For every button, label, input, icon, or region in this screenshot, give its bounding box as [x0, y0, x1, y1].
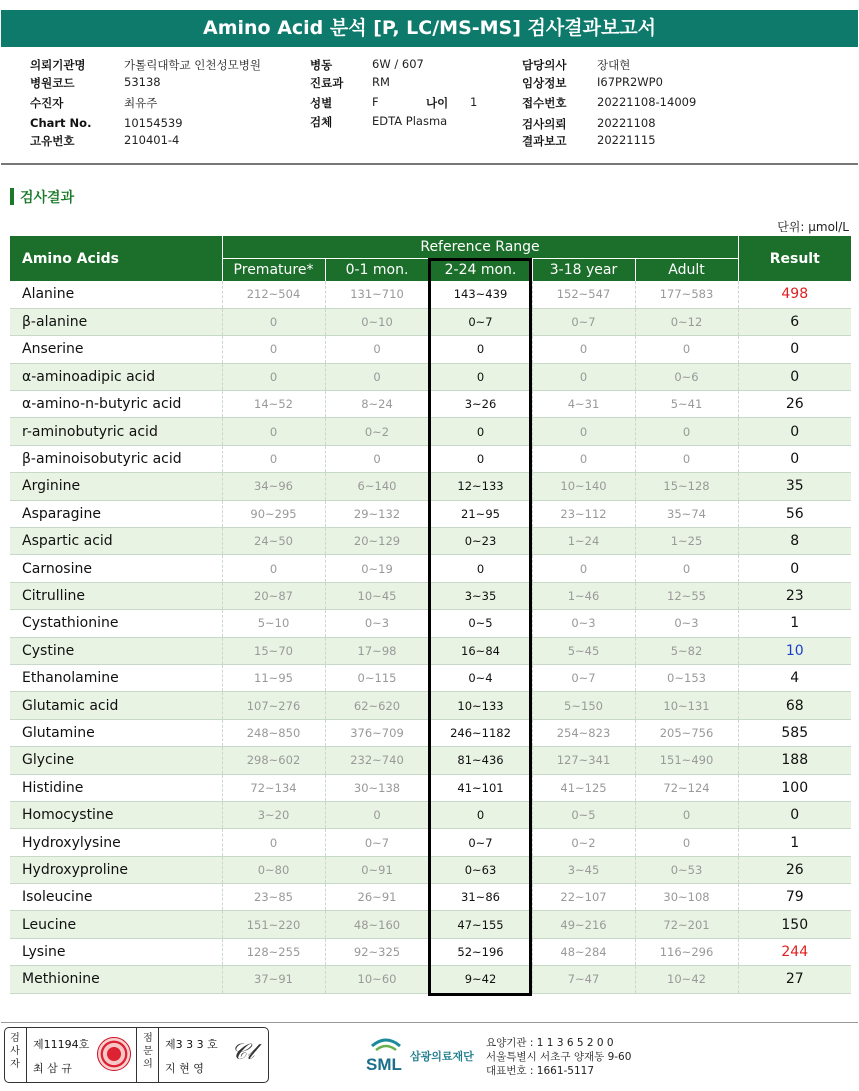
amino-acid-name: Homocystine — [10, 801, 222, 828]
report-label: 결과보고 — [522, 134, 567, 148]
reference-range-cell: 0 — [325, 363, 429, 390]
result-cell: 10 — [738, 637, 851, 664]
reference-range-cell: 0 — [635, 336, 738, 363]
stamp-divider — [136, 1028, 137, 1082]
reference-range-cell: 0 — [635, 829, 738, 856]
reference-range-cell: 0~7 — [532, 308, 635, 335]
doctor-value: 장대현 — [597, 58, 631, 72]
info-divider — [1, 163, 858, 165]
chart-value: 10154539 — [124, 116, 183, 130]
result-cell: 79 — [738, 884, 851, 911]
reference-range-cell: 0~7 — [532, 664, 635, 691]
reference-range-cell: 72~134 — [222, 774, 325, 801]
header-reference-range: Reference Range — [222, 236, 738, 258]
reference-range-cell: 37~91 — [222, 966, 325, 993]
reference-range-cell: 47~155 — [429, 911, 532, 938]
reference-range-cell: 0 — [532, 445, 635, 472]
reference-range-cell: 24~50 — [222, 528, 325, 555]
dept-label: 진료과 — [310, 76, 344, 90]
reference-range-cell: 10~131 — [635, 692, 738, 719]
reference-range-cell: 0 — [532, 363, 635, 390]
seal-icon — [97, 1037, 131, 1071]
svg-text:SML: SML — [366, 1055, 402, 1074]
table-row — [10, 692, 851, 719]
reference-range-cell: 0 — [532, 336, 635, 363]
table-row — [10, 473, 851, 500]
reference-range-cell: 0~12 — [635, 308, 738, 335]
reference-range-cell: 10~133 — [429, 692, 532, 719]
reference-range-cell: 376~709 — [325, 719, 429, 746]
reference-range-cell: 21~95 — [429, 500, 532, 527]
amino-acid-name: Glycine — [10, 747, 222, 774]
reference-range-cell: 20~129 — [325, 528, 429, 555]
reference-range-cell: 0~3 — [325, 610, 429, 637]
header-result: Result — [738, 236, 851, 281]
reference-range-cell: 116~296 — [635, 938, 738, 965]
result-cell: 0 — [738, 801, 851, 828]
reference-range-cell: 10~42 — [635, 966, 738, 993]
table-row — [10, 500, 851, 527]
reference-range-cell: 0~10 — [325, 308, 429, 335]
result-cell: 1 — [738, 829, 851, 856]
header-3-18-year: 3-18 year — [532, 258, 635, 281]
reference-range-cell: 0 — [429, 418, 532, 445]
reference-range-cell: 30~138 — [325, 774, 429, 801]
table-row — [10, 391, 851, 418]
reviewer-label: 점문의 — [143, 1033, 153, 1070]
reference-range-cell: 0~2 — [325, 418, 429, 445]
reference-range-cell: 52~196 — [429, 938, 532, 965]
report-value: 20221115 — [597, 133, 656, 147]
amino-acid-name: Hydroxyproline — [10, 856, 222, 883]
section-marker — [10, 188, 14, 205]
reference-range-cell: 10~45 — [325, 582, 429, 609]
hospital-label: 의뢰기관명 — [30, 58, 86, 72]
reference-range-cell: 0~6 — [635, 363, 738, 390]
reference-range-cell: 30~108 — [635, 884, 738, 911]
table-row — [10, 829, 851, 856]
reference-range-cell: 35~74 — [635, 500, 738, 527]
reference-range-cell: 0 — [222, 829, 325, 856]
reference-range-cell: 127~341 — [532, 747, 635, 774]
amino-acid-name: Alanine — [10, 281, 222, 308]
reference-range-cell: 10~60 — [325, 966, 429, 993]
reference-range-cell: 107~276 — [222, 692, 325, 719]
reference-range-cell: 17~98 — [325, 637, 429, 664]
reference-range-cell: 5~41 — [635, 391, 738, 418]
table-row — [10, 747, 851, 774]
table-row — [10, 637, 851, 664]
reference-range-cell: 5~150 — [532, 692, 635, 719]
stamp-divider — [26, 1028, 27, 1082]
reference-range-cell: 9~42 — [429, 966, 532, 993]
amino-acid-name: Cystine — [10, 637, 222, 664]
result-cell: 27 — [738, 966, 851, 993]
reference-range-cell: 10~140 — [532, 473, 635, 500]
table-row — [10, 418, 851, 445]
result-cell: 35 — [738, 473, 851, 500]
reference-range-cell: 0~5 — [532, 801, 635, 828]
dept-value: RM — [372, 75, 390, 89]
result-cell: 1 — [738, 610, 851, 637]
result-cell: 68 — [738, 692, 851, 719]
stamp-divider — [158, 1028, 159, 1082]
reference-range-cell: 6~140 — [325, 473, 429, 500]
request-value: 20221108 — [597, 116, 656, 130]
reference-range-cell: 1~25 — [635, 528, 738, 555]
reference-range-cell: 0 — [325, 801, 429, 828]
header-2-24-mon: 2-24 mon. — [429, 258, 532, 281]
table-row — [10, 445, 851, 472]
reference-range-cell: 3~45 — [532, 856, 635, 883]
clinical-value: I67PR2WP0 — [597, 75, 663, 89]
reference-range-cell: 23~85 — [222, 884, 325, 911]
reference-range-cell: 5~45 — [532, 637, 635, 664]
reference-range-cell: 0~7 — [429, 308, 532, 335]
table-row — [10, 774, 851, 801]
amino-acid-name: Hydroxylysine — [10, 829, 222, 856]
table-row — [10, 966, 851, 993]
result-cell: 244 — [738, 938, 851, 965]
tester-name: 최 삼 규 — [33, 1062, 72, 1075]
uid-label: 고유번호 — [30, 134, 75, 148]
result-cell: 26 — [738, 391, 851, 418]
receipt-label: 접수번호 — [522, 96, 567, 110]
amino-acid-name: Histidine — [10, 774, 222, 801]
reference-range-cell: 0~80 — [222, 856, 325, 883]
results-table — [10, 236, 851, 994]
result-cell: 0 — [738, 336, 851, 363]
reference-range-cell: 0 — [635, 801, 738, 828]
logo-text: 삼광의료재단 — [410, 1050, 474, 1063]
reference-range-cell: 0~153 — [635, 664, 738, 691]
request-label: 검사의뢰 — [522, 117, 567, 131]
reference-range-cell: 205~756 — [635, 719, 738, 746]
doctor-label: 담당의사 — [522, 58, 567, 72]
reference-range-cell: 246~1182 — [429, 719, 532, 746]
reference-range-cell: 177~583 — [635, 281, 738, 308]
tester-number: 제11194호 — [33, 1038, 90, 1051]
table-row — [10, 336, 851, 363]
reference-range-cell: 12~133 — [429, 473, 532, 500]
reference-range-cell: 1~24 — [532, 528, 635, 555]
reference-range-cell: 12~55 — [635, 582, 738, 609]
reference-range-cell: 0 — [429, 336, 532, 363]
code-label: 병원코드 — [30, 76, 75, 90]
reference-range-cell: 0~7 — [325, 829, 429, 856]
amino-acid-name: β-aminoisobutyric acid — [10, 445, 222, 472]
reference-range-cell: 26~91 — [325, 884, 429, 911]
ward-value: 6W / 607 — [372, 57, 424, 71]
reference-range-cell: 0~3 — [532, 610, 635, 637]
reference-range-cell: 48~160 — [325, 911, 429, 938]
reference-range-cell: 0 — [532, 418, 635, 445]
result-cell: 23 — [738, 582, 851, 609]
reference-range-cell: 5~10 — [222, 610, 325, 637]
report-title: Amino Acid 분석 [P, LC/MS-MS] 검사결과보고서 — [1, 10, 858, 47]
reference-range-cell: 3~20 — [222, 801, 325, 828]
reference-range-cell: 8~24 — [325, 391, 429, 418]
reference-range-cell: 0 — [635, 555, 738, 582]
reviewer-number: 제3 3 3 호 — [165, 1038, 218, 1051]
unit-label: 단위: µmol/L — [777, 220, 849, 234]
result-cell: 100 — [738, 774, 851, 801]
reference-range-cell: 0~4 — [429, 664, 532, 691]
table-row — [10, 281, 851, 308]
amino-acid-name: Lysine — [10, 938, 222, 965]
reference-range-cell: 143~439 — [429, 281, 532, 308]
table-row — [10, 856, 851, 883]
uid-value: 210401-4 — [124, 133, 180, 147]
reference-range-cell: 0 — [222, 308, 325, 335]
result-cell: 56 — [738, 500, 851, 527]
amino-acid-name: Glutamic acid — [10, 692, 222, 719]
amino-acid-name: Glutamine — [10, 719, 222, 746]
reference-range-cell: 7~47 — [532, 966, 635, 993]
receipt-value: 20221108-14009 — [597, 95, 697, 109]
header-amino-acids: Amino Acids — [10, 236, 222, 281]
table-row — [10, 801, 851, 828]
reference-range-cell: 0~23 — [429, 528, 532, 555]
age-value: 1 — [470, 95, 478, 109]
result-cell: 498 — [738, 281, 851, 308]
amino-acid-name: Anserine — [10, 336, 222, 363]
chart-label: Chart No. — [30, 116, 92, 130]
reference-range-cell: 151~220 — [222, 911, 325, 938]
amino-acid-name: Cystathionine — [10, 610, 222, 637]
result-cell: 4 — [738, 664, 851, 691]
result-cell: 6 — [738, 308, 851, 335]
amino-acid-name: α-aminoadipic acid — [10, 363, 222, 390]
reference-range-cell: 11~95 — [222, 664, 325, 691]
result-cell: 0 — [738, 555, 851, 582]
amino-acid-name: r-aminobutyric acid — [10, 418, 222, 445]
result-cell: 585 — [738, 719, 851, 746]
table-row — [10, 528, 851, 555]
reference-range-cell: 0~91 — [325, 856, 429, 883]
sml-logo-icon — [366, 1032, 406, 1078]
reference-range-cell: 72~124 — [635, 774, 738, 801]
code-value: 53138 — [124, 75, 161, 89]
ward-label: 병동 — [310, 58, 333, 72]
result-cell: 188 — [738, 747, 851, 774]
reference-range-cell: 90~295 — [222, 500, 325, 527]
result-cell: 8 — [738, 528, 851, 555]
reference-range-cell: 0 — [429, 363, 532, 390]
name-value: 최유주 — [124, 96, 158, 110]
reference-range-cell: 14~52 — [222, 391, 325, 418]
reference-range-cell: 0 — [325, 445, 429, 472]
reference-range-cell: 23~112 — [532, 500, 635, 527]
reference-range-cell: 0~3 — [635, 610, 738, 637]
sex-label: 성별 — [310, 96, 333, 110]
reference-range-cell: 81~436 — [429, 747, 532, 774]
reference-range-cell: 92~325 — [325, 938, 429, 965]
table-row — [10, 938, 851, 965]
reference-range-cell: 0 — [532, 555, 635, 582]
amino-acid-name: Arginine — [10, 473, 222, 500]
table-row — [10, 911, 851, 938]
amino-acid-name: Citrulline — [10, 582, 222, 609]
reference-range-cell: 15~70 — [222, 637, 325, 664]
reference-range-cell: 212~504 — [222, 281, 325, 308]
reference-range-cell: 248~850 — [222, 719, 325, 746]
reference-range-cell: 0~2 — [532, 829, 635, 856]
amino-acid-name: α-amino-n-butyric acid — [10, 391, 222, 418]
result-cell: 0 — [738, 418, 851, 445]
reference-range-cell: 0 — [222, 363, 325, 390]
reference-range-cell: 254~823 — [532, 719, 635, 746]
results-body — [10, 281, 851, 993]
clinical-label: 임상정보 — [522, 76, 567, 90]
tester-label: 검사자 — [10, 1033, 20, 1070]
reference-range-cell: 0~19 — [325, 555, 429, 582]
reference-range-cell: 151~490 — [635, 747, 738, 774]
reference-range-cell: 0 — [635, 418, 738, 445]
result-cell: 150 — [738, 911, 851, 938]
reference-range-cell: 131~710 — [325, 281, 429, 308]
reference-range-cell: 0~5 — [429, 610, 532, 637]
signature-stamp — [4, 1027, 269, 1083]
reference-range-cell: 4~31 — [532, 391, 635, 418]
reference-range-cell: 0 — [429, 445, 532, 472]
reference-range-cell: 0~7 — [429, 829, 532, 856]
reviewer-name: 지 현 영 — [165, 1062, 204, 1075]
org-line-3: 대표번호 : 1661-5117 — [486, 1065, 595, 1077]
header-0-1-mon: 0-1 mon. — [325, 258, 429, 281]
reference-range-cell: 3~35 — [429, 582, 532, 609]
reference-range-cell: 16~84 — [429, 637, 532, 664]
org-line-1: 요양기관 : 1 1 3 6 5 2 0 0 — [486, 1037, 614, 1049]
reference-range-cell: 0 — [429, 555, 532, 582]
reference-range-cell: 20~87 — [222, 582, 325, 609]
amino-acid-name: Ethanolamine — [10, 664, 222, 691]
table-row — [10, 582, 851, 609]
reference-range-cell: 0 — [222, 418, 325, 445]
result-cell: 0 — [738, 445, 851, 472]
reference-range-cell: 232~740 — [325, 747, 429, 774]
reference-range-cell: 0~53 — [635, 856, 738, 883]
reference-range-cell: 49~216 — [532, 911, 635, 938]
age-label: 나이 — [426, 96, 449, 110]
reference-range-cell: 72~201 — [635, 911, 738, 938]
patient-info — [30, 55, 830, 150]
reference-range-cell: 0~115 — [325, 664, 429, 691]
reference-range-cell: 0~63 — [429, 856, 532, 883]
reference-range-cell: 15~128 — [635, 473, 738, 500]
result-cell: 26 — [738, 856, 851, 883]
footer-divider — [1, 1022, 858, 1023]
reference-range-cell: 41~101 — [429, 774, 532, 801]
reference-range-cell: 0 — [222, 555, 325, 582]
reference-range-cell: 3~26 — [429, 391, 532, 418]
reference-range-cell: 48~284 — [532, 938, 635, 965]
amino-acid-name: β-alanine — [10, 308, 222, 335]
reference-range-cell: 41~125 — [532, 774, 635, 801]
reference-range-cell: 22~107 — [532, 884, 635, 911]
reference-range-cell: 152~547 — [532, 281, 635, 308]
reference-range-cell: 128~255 — [222, 938, 325, 965]
name-label: 수진자 — [30, 96, 64, 110]
hospital-value: 가톨릭대학교 인천성모병원 — [124, 58, 261, 72]
amino-acid-name: Carnosine — [10, 555, 222, 582]
table-row — [10, 664, 851, 691]
amino-acid-name: Aspartic acid — [10, 528, 222, 555]
specimen-value: EDTA Plasma — [372, 114, 448, 128]
amino-acid-name: Isoleucine — [10, 884, 222, 911]
table-row — [10, 363, 851, 390]
reference-range-cell: 29~132 — [325, 500, 429, 527]
reference-range-cell: 0 — [635, 445, 738, 472]
reference-range-cell: 0 — [222, 445, 325, 472]
specimen-label: 검체 — [310, 115, 333, 129]
table-row — [10, 308, 851, 335]
organization-info — [486, 1036, 631, 1078]
reference-range-cell: 298~602 — [222, 747, 325, 774]
header-premature: Premature* — [222, 258, 325, 281]
signature-icon: 𝒞𝓁 — [231, 1040, 255, 1065]
reference-range-cell: 1~46 — [532, 582, 635, 609]
amino-acid-name: Methionine — [10, 966, 222, 993]
reference-range-cell: 62~620 — [325, 692, 429, 719]
amino-acid-name: Asparagine — [10, 500, 222, 527]
reference-range-cell: 0 — [222, 336, 325, 363]
amino-acid-name: Leucine — [10, 911, 222, 938]
section-title: 검사결과 — [20, 190, 75, 206]
reference-range-cell: 5~82 — [635, 637, 738, 664]
result-cell: 0 — [738, 363, 851, 390]
reference-range-cell: 31~86 — [429, 884, 532, 911]
table-row — [10, 719, 851, 746]
sex-value: F — [372, 95, 379, 109]
table-row — [10, 610, 851, 637]
reference-range-cell: 34~96 — [222, 473, 325, 500]
table-row — [10, 884, 851, 911]
org-line-2: 서울특별시 서초구 양재동 9-60 — [486, 1051, 632, 1063]
table-row — [10, 555, 851, 582]
reference-range-cell: 0 — [325, 336, 429, 363]
reference-range-cell: 0 — [429, 801, 532, 828]
header-adult: Adult — [635, 258, 738, 281]
